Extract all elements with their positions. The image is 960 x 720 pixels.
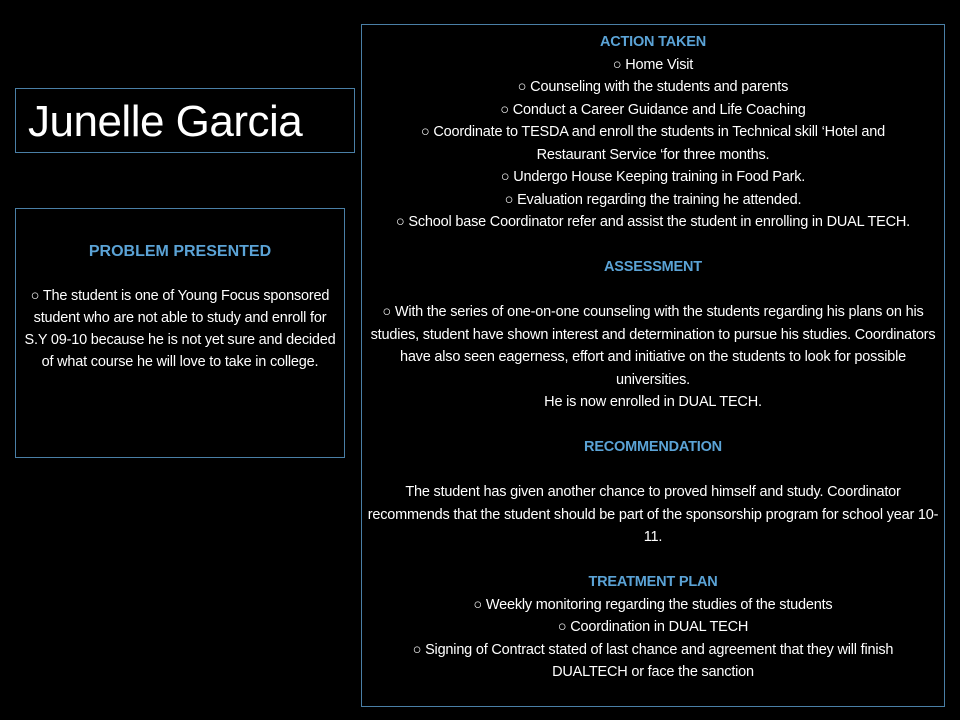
problem-box bbox=[15, 208, 345, 458]
problem-text: ○ The student is one of Young Focus sponsored student who are not able to study and enroll for S.Y 09-10 because he is not yet sure and decided of what course he will love to take in college. bbox=[24, 288, 336, 370]
action-item: ○ Home Visit bbox=[612, 56, 694, 73]
action-item: ○ Undergo House Keeping training in Food Park. bbox=[500, 169, 806, 185]
action-item: ○ Coordinate to TESDA and enroll the students in Technical skill ‘Hotel and Restaurant Service ‘for three months. bbox=[421, 124, 885, 163]
action-heading: ACTION TAKEN bbox=[599, 34, 707, 50]
student-name: Junelle Garcia bbox=[28, 97, 303, 146]
treatment-item: ○ Weekly monitoring regarding the studies of the students bbox=[473, 596, 833, 613]
assessment-text-2: He is now enrolled in DUAL TECH. bbox=[544, 394, 762, 410]
treatment-item: ○ Coordination in DUAL TECH bbox=[557, 619, 749, 635]
treatment-item: ○ Signing of Contract stated of last chance and agreement that they will finish DUALTECH or face the sanction bbox=[412, 641, 894, 680]
action-item: ○ Conduct a Career Guidance and Life Coaching bbox=[500, 101, 806, 118]
action-item: ○ Counseling with the students and parents bbox=[517, 79, 789, 95]
action-item: ○ School base Coordinator refer and assist the student in enrolling in DUAL TECH. bbox=[395, 214, 911, 230]
assessment-heading: ASSESSMENT bbox=[604, 259, 702, 275]
treatment-heading: TREATMENT PLAN bbox=[588, 574, 718, 590]
details-box bbox=[361, 24, 945, 707]
problem-heading: PROBLEM PRESENTED bbox=[88, 243, 272, 260]
recommendation-heading: RECOMMENDATION bbox=[584, 439, 722, 455]
action-item: ○ Evaluation regarding the training he attended. bbox=[504, 191, 802, 208]
name-box bbox=[15, 88, 355, 153]
assessment-text: ○ With the series of one-on-one counseling with the students regarding his plans on his studies, student have shown interest and determination to pursue his studies. Coordinators have also seen eagerness, effort and initiative on the students to look for possible universities. bbox=[370, 304, 936, 388]
recommendation-text: The student has given another chance to proved himself and study. Coordinator recommends that the student should be part of the sponsorship program for school year 10-11. bbox=[367, 484, 939, 545]
